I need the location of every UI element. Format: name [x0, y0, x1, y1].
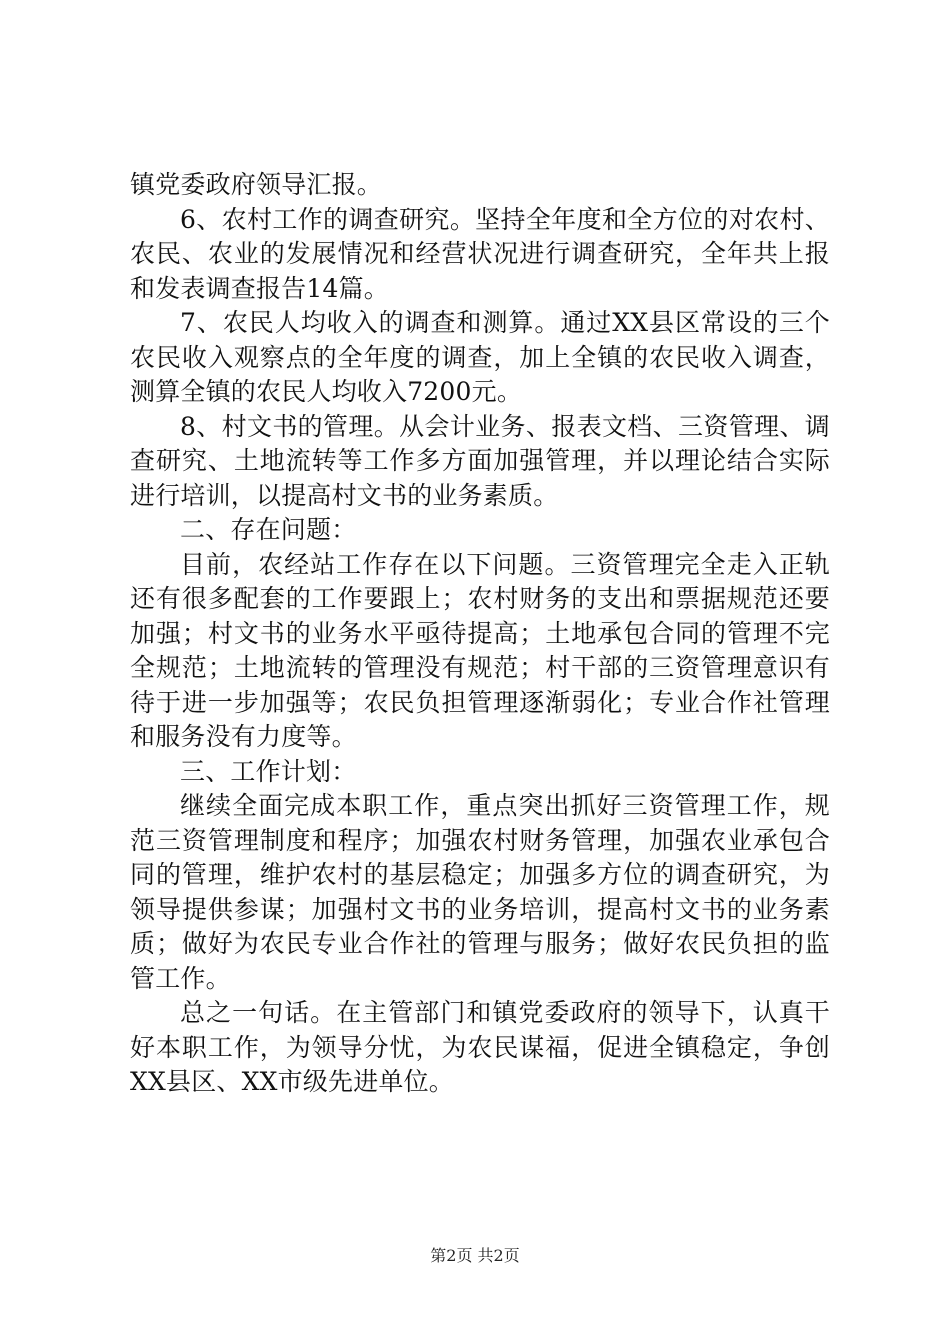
- paragraph-plan: 继续全面完成本职工作，重点突出抓好三资管理工作，规范三资管理制度和程序；加强农村财务管理，加强农业承包合同的管理，维护农村的基层稳定；加强多方位的调查研究，为领导提供参谋；加强村文书的业务培训，提高村文书的业务素质；做好为农民专业合作社的管理与服务；做好农民负担的监管工作。: [130, 791, 830, 993]
- paragraph-item-7: 7、农民人均收入的调查和测算。通过XX县区常设的三个农民收入观察点的全年度的调查，加上全镇的农民收入调查，测算全镇的农民人均收入7200元。: [130, 308, 830, 406]
- paragraph-summary: 总之一句话。在主管部门和镇党委政府的领导下，认真干好本职工作，为领导分忧，为农民谋福，促进全镇稳定，争创XX县区、XX市级先进单位。: [130, 998, 830, 1096]
- paragraph-problems: 目前，农经站工作存在以下问题。三资管理完全走入正轨还有很多配套的工作要跟上；农村财务的支出和票据规范还要加强；村文书的业务水平亟待提高；土地承包合同的管理不完全规范；土地流转的管理没有规范；村干部的三资管理意识有待于进一步加强等；农民负担管理逐渐弱化；专业合作社管理和服务没有力度等。: [130, 549, 830, 751]
- paragraph-continuation: 镇党委政府领导汇报。: [130, 170, 383, 199]
- paragraph-item-6: 6、农村工作的调查研究。坚持全年度和全方位的对农村、农民、农业的发展情况和经营状况进行调查研究，全年共上报和发表调查报告14篇。: [130, 204, 830, 303]
- paragraph-item-8: 8、村文书的管理。从会计业务、报表文档、三资管理、调查研究、土地流转等工作多方面加强管理，并以理论结合实际进行培训，以提高村文书的业务素质。: [130, 411, 830, 510]
- section-heading-problems: 二、存在问题：: [180, 515, 357, 544]
- page-footer: 第2页 共2页: [430, 1246, 520, 1265]
- document-body: [130, 168, 830, 1100]
- section-heading-plan: 三、工作计划：: [180, 756, 357, 786]
